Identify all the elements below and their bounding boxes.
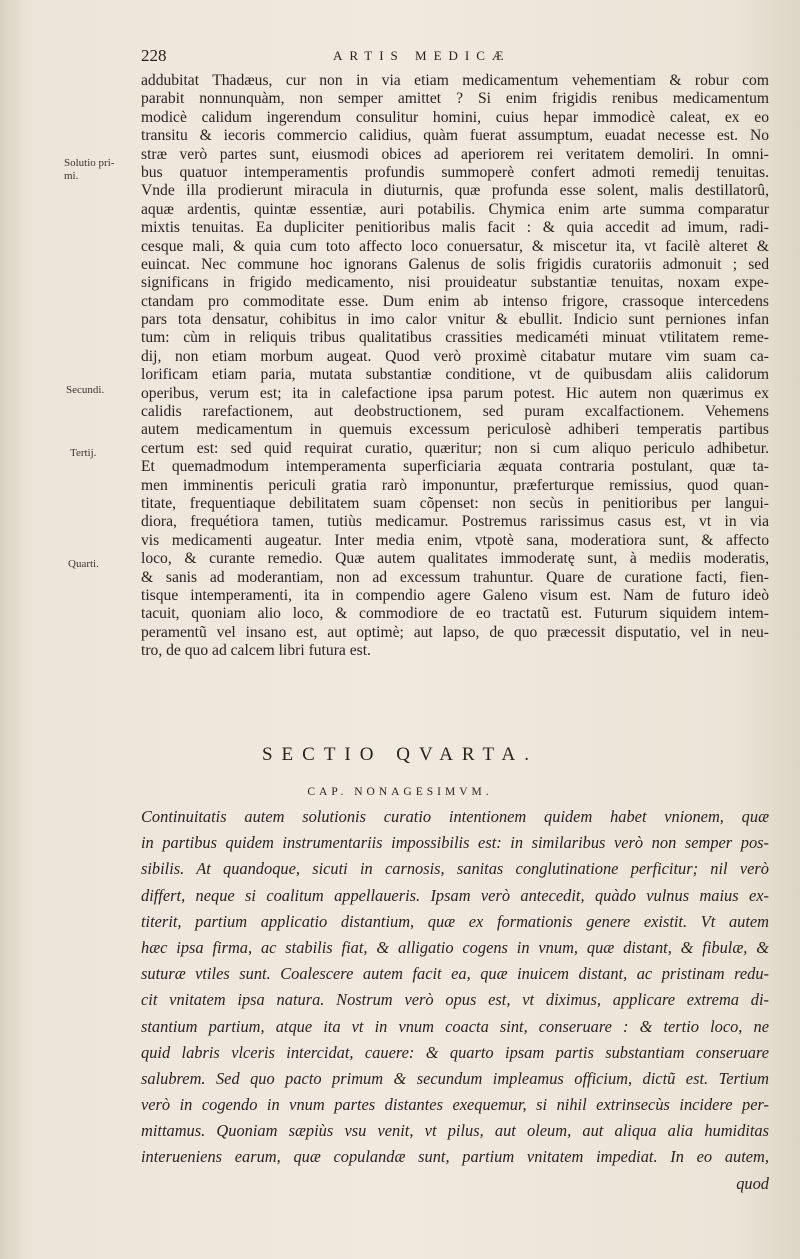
text-line: diora, frequétiora tamen, tutiùs medicamur. Postremus rarissimus casus est, vt in via <box>141 513 769 531</box>
text-line: interueniens earum, quæ copulandæ sunt, partium vnitatem impediat. In eo autem, <box>141 1147 769 1167</box>
text-line: operibus, verum est; ita in calefactione ipsa parum potest. Hic autem non quærimus ex <box>141 384 769 402</box>
chapter-title: CAP. NONAGESIMVM. <box>307 786 493 798</box>
section-title: SECTIO QVARTA. <box>261 744 539 765</box>
text-line: sibilis. At quandoque, sicuti in carnosis, sanitas conglutinatione perficitur; nil verò <box>141 859 769 879</box>
text-line: loco, & curante remedio. Quæ autem qualitates immoderatę sunt, à mediis moderatis, <box>141 550 769 568</box>
text-line: pars tota densatur, cohibitus in imo calor vnitur & ebullit. Indicio sunt perniones infan <box>141 311 769 329</box>
text-line: men imminentis periculi gratia rarò imponuntur, præferturque remissius, quod quan- <box>141 476 769 494</box>
text-line: cit vnitatem ipsa natura. Nostrum verò opus est, vt diximus, applicare extrema di- <box>141 990 769 1010</box>
text-line: autem medicamentum in quemuis excessum periculosè adhiberi temperatis partibus <box>141 421 769 439</box>
running-head: ARTIS MEDICÆ <box>333 48 511 63</box>
margin-note-solutio-primi: Solutio pri- mi. <box>64 157 115 182</box>
text-line: Vnde illa prodierunt miracula in diuturnis, quæ profunda esse solent, malis destillatorû, <box>141 182 769 200</box>
margin-note-tertij: Tertij. <box>70 447 97 459</box>
text-line: tum: cùm in reliquis tribus qualitatibus crassities medicaméti minuat vtilitatem reme- <box>141 329 769 347</box>
body-text <box>141 72 769 661</box>
text-line: certum est: sed quid requirat curatio, quæritur; non si cum aliquo periculo adhibetur. <box>141 439 769 457</box>
text-line: mittamus. Quoniam sæpiùs vsu venit, vt pilus, aut oleum, aut aliqua alia humiditas <box>141 1121 769 1141</box>
text-line: in partibus quidem instrumentariis impossibilis est: in similaribus verò non semper pos- <box>141 833 769 853</box>
text-line: aquæ ardentis, quintæ essentiæ, auri potabilis. Chymica enim arte summa comparatur <box>141 200 769 218</box>
text-line: vis medicamenti augeatur. Inter media enim, vtpotè sana, moderatiora sunt, & affecto <box>141 531 769 549</box>
text-line: Et quemadmodum intemperamenta superficiaria æquata contraria postulant, quæ ta- <box>141 458 769 476</box>
text-line: calidis rarefactionem, aut deobstructionem, sed puram excalfactionem. Vehemens <box>141 403 769 421</box>
text-line: tisque intemperamenti, ita in compendio agere Galeno visum est. Nam de futuro ideò <box>141 586 769 604</box>
text-line: hæc ipsa firma, ac stabilis fiat, & alligatio cogens in vnum, quæ distant, & fibulæ, & <box>141 937 769 957</box>
page-header <box>0 46 800 72</box>
margin-note-secundi: Secundi. <box>66 384 105 396</box>
page-number: 228 <box>141 46 167 65</box>
text-line: peramentũ vel insano est, aut optimè; aut lapso, de quo præcessit disputatio, vel in neu- <box>141 623 769 641</box>
text-line: tro, de quo ad calcem libri futura est. <box>141 642 371 660</box>
text-line: stantium partium, atque ita vt in vnum coacta sint, conseruare : & tertio loco, ne <box>141 1016 769 1036</box>
text-line: significans in frigido medicamento, nisi prouideatur substantiæ tenuitas, noxam expe- <box>141 274 769 292</box>
text-line: addubitat Thadæus, cur non in via etiam medicamentum vehementiam & robur com <box>141 72 769 89</box>
text-line: verò in cogendo in vnum partes distantes exequemur, si nihil extrinsecùs incidere per- <box>141 1095 769 1115</box>
text-line: ctandam pro commoditate esse. Dum enim ab intenso frigore, crassoque intercedens <box>141 292 769 310</box>
text-line: mixtis tenuitas. Ea dupliciter penitioribus malis facit : & quia accedit ad imum, radi- <box>141 219 769 237</box>
text-line: salubrem. Sed quo pacto primum & secundum impleamus officium, dictũ est. Tertium <box>141 1068 769 1088</box>
text-line: stræ verò partes sunt, eiusmodi obices ad aperiorem rei veritatem demoliri. In omni- <box>141 145 769 163</box>
text-line: suturæ vtiles sunt. Coalescere autem facit ea, quæ inuicem distant, ac pristinam redu- <box>141 964 769 984</box>
text-line: dij, non etiam morbum augeat. Quod verò proximè citabatur mutare vim suam ca- <box>141 347 769 365</box>
chapter-text <box>141 804 769 1197</box>
catchword: quod <box>736 1173 769 1193</box>
text-line: titate, frequentiaque debilitatem suam cõpenset: non secùs in penitioribus per langui- <box>141 494 769 512</box>
text-line: & sanis ad moderantiam, non ad excessum trahuntur. Quare de curatione facti, fien- <box>141 568 769 586</box>
text-line: transitu & iecoris commercio calidius, quàm fuerat assumptum, euadat necesse est. No <box>141 127 769 145</box>
text-line: lorificam etiam paria, mutata substantiæ conditione, vt de quibusdam aliis calidorum <box>141 366 769 384</box>
text-line: bus quatuor intemperamentis profundis summoperè confert admoti remedij tenuitas. <box>141 163 769 181</box>
text-line: quid labris vlceris intercidat, cauere: & quarto ipsam partis substantiam conseruare <box>141 1042 769 1062</box>
text-line: modicè calidum ingerendum consulitur homini, cuius hepar immodicè caleat, ex eo <box>141 108 769 126</box>
text-line: tacuit, quoniam alio loco, & commodiore de eo tractatũ est. Futurum siquidem intem- <box>141 605 769 623</box>
margin-note-quarti: Quarti. <box>68 558 99 570</box>
text-line: euincat. Nec commune hoc ignorans Galenus de solis frigidis curatoriis admonuit ; sed <box>141 255 769 273</box>
text-line: differt, neque si coalitum appellaueris. Ipsam verò antecedit, quàdo vulnus maius ex- <box>141 885 769 905</box>
text-line: cesque mali, & quia cum toto affecto loco conuersatur, & miscetur ita, vt facilè alteret & <box>141 237 769 255</box>
text-line: parabit nonnunquàm, non semper amittet ? Si enim frigidis renibus medicamentum <box>141 90 769 108</box>
text-line: Continuitatis autem solutionis curatio intentionem quidem habet vnionem, quæ <box>141 807 769 826</box>
text-line: titerit, partium applicatio distantium, quæ ex formationis genere existit. Vt autem <box>141 911 769 931</box>
